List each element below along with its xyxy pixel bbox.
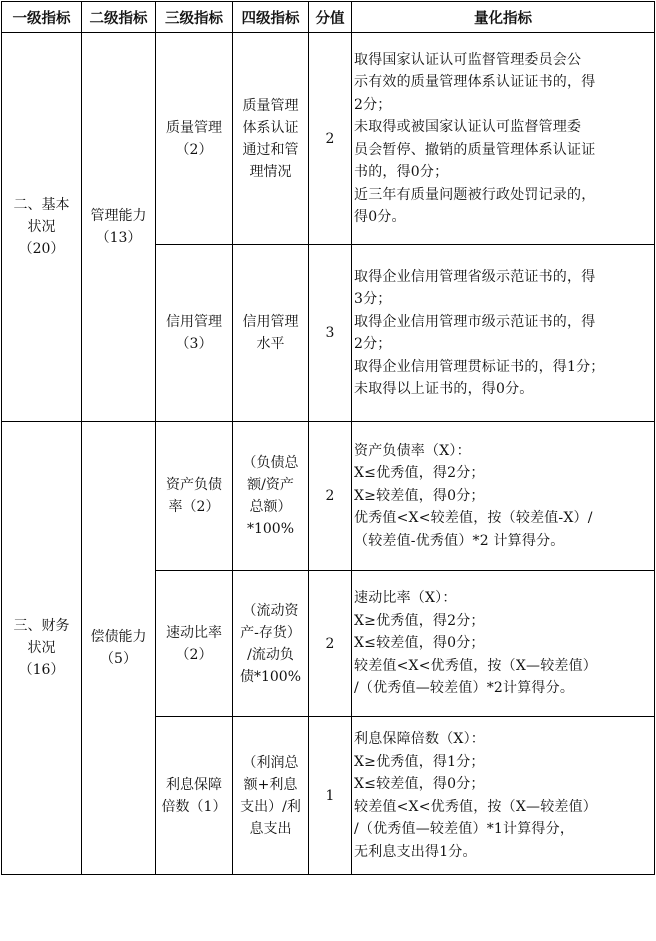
- criteria-line: 2分；: [354, 336, 392, 352]
- level1-cell: [2, 33, 82, 422]
- criteria-line: X≤较差值，得0分；: [354, 776, 485, 792]
- level4-cell: [233, 717, 309, 875]
- level1-line: 状况: [27, 640, 56, 656]
- level4-line: /流动负: [247, 646, 294, 663]
- level4-line: 产-存货）: [240, 624, 301, 641]
- level4-line: （负债总: [242, 455, 299, 471]
- table-row: [2, 33, 655, 245]
- criteria-line: 书的，得0分；: [354, 164, 449, 180]
- score-cell: 2: [309, 422, 352, 571]
- criteria-line: X≥优秀值，得2分；: [354, 612, 485, 629]
- level4-line: 总额）: [249, 499, 292, 515]
- level4-line: 水平: [256, 336, 285, 352]
- level3-line: 速动比率: [166, 624, 222, 641]
- criteria-line: 速动比率（X）：: [354, 590, 457, 607]
- level2-cell: [82, 422, 156, 875]
- criteria-line: 利息保障倍数（X）：: [354, 731, 485, 747]
- header-level2: 二级指标: [82, 2, 156, 33]
- level2-cell: [82, 33, 156, 422]
- criteria-line: 资产负债率（X）：: [354, 442, 471, 459]
- level1-line: 状况: [27, 219, 56, 235]
- level4-line: 债*100%: [239, 668, 302, 685]
- criteria-line: X≥优秀值，得1分；: [354, 753, 485, 770]
- level4-line: *100%: [246, 521, 295, 537]
- level3-cell: [156, 245, 233, 422]
- criteria-line: /（优秀值—较差值）*2计算得分。: [354, 680, 575, 697]
- level4-cell: [233, 33, 309, 245]
- level4-line: 信用管理: [242, 314, 299, 330]
- level4-line: 额/资产: [247, 477, 294, 493]
- level3-cell: [156, 571, 233, 717]
- level3-cell: [156, 717, 233, 875]
- level4-line: （流动资: [242, 602, 299, 619]
- header-criteria: 量化指标: [352, 2, 655, 33]
- criteria-line: /（优秀值—较差值）*1计算得分，: [354, 821, 575, 837]
- criteria-line: 未取得以上证书的，得0分。: [354, 381, 534, 397]
- level2-line: 偿债能力: [90, 629, 147, 645]
- level4-line: 理情况: [249, 163, 292, 180]
- level1-line: （20）: [18, 241, 65, 257]
- criteria-line: 较差值<X<优秀值，按（X—较差值）: [354, 798, 597, 815]
- level2-line: 管理能力: [90, 208, 147, 224]
- criteria-line: 取得企业信用管理省级示范证书的，得: [354, 268, 596, 285]
- criteria-line: X≤较差值，得0分；: [354, 635, 485, 652]
- criteria-line: （较差值-优秀值）*2 计算得分。: [354, 532, 565, 549]
- criteria-line: 2分；: [354, 96, 392, 113]
- criteria-cell: [352, 717, 655, 875]
- level4-line: 息支出: [249, 820, 292, 837]
- header-row: [2, 2, 655, 33]
- criteria-line: 未取得或被国家认证认可监督管理委: [354, 119, 582, 135]
- level1-line: 三、财务: [13, 618, 70, 634]
- criteria-line: 取得企业信用管理贯标证书的，得1分；: [354, 358, 605, 375]
- criteria-line: 较差值<X<优秀值，按（X—较差值）: [354, 657, 597, 674]
- criteria-line: 得0分。: [354, 209, 406, 225]
- criteria-line: 员会暂停、撤销的质量管理体系认证证: [354, 141, 596, 158]
- criteria-line: 取得国家认证认可监督管理委员会公: [354, 51, 582, 68]
- level1-line: （16）: [18, 662, 65, 678]
- level3-cell: [156, 422, 233, 571]
- level4-line: 支出）/利: [240, 798, 301, 815]
- score-cell: 3: [309, 245, 352, 422]
- criteria-cell: [352, 422, 655, 571]
- header-score: 分值: [309, 2, 352, 33]
- criteria-cell: [352, 245, 655, 422]
- level4-cell: [233, 245, 309, 422]
- header-level1: 一级指标: [2, 2, 82, 33]
- criteria-cell: [352, 571, 655, 717]
- level3-line: 资产负债: [166, 477, 222, 493]
- score-cell: 2: [309, 33, 352, 245]
- level4-line: 体系认证: [242, 119, 299, 136]
- level3-line: （3）: [175, 336, 213, 352]
- criteria-line: X≥较差值，得0分；: [354, 487, 485, 504]
- criteria-line: X≤优秀值，得2分；: [354, 465, 485, 482]
- level4-line: 通过和管: [242, 141, 299, 158]
- criteria-line: 示有效的质量管理体系认证证书的，得: [354, 74, 596, 90]
- level3-line: （2）: [175, 141, 213, 158]
- level1-line: 二、基本: [13, 197, 70, 213]
- level3-cell: [156, 33, 233, 245]
- level4-line: 质量管理: [242, 97, 299, 114]
- score-cell: 2: [309, 571, 352, 717]
- score-cell: 1: [309, 717, 352, 875]
- level4-cell: [233, 571, 309, 717]
- level3-line: （2）: [175, 646, 213, 663]
- table-body: [2, 33, 655, 875]
- criteria-line: 3分；: [354, 291, 392, 307]
- indicator-table: [1, 1, 655, 875]
- criteria-line: 优秀值<X<较差值，按（较差值-X）/: [354, 510, 593, 527]
- level4-cell: [233, 422, 309, 571]
- level2-line: （5）: [100, 651, 137, 667]
- header-level3: 三级指标: [156, 2, 233, 33]
- level1-cell: [2, 422, 82, 875]
- level3-line: 倍数（1）: [161, 798, 227, 815]
- criteria-line: 近三年有质量问题被行政处罚记录的，: [354, 186, 596, 203]
- level2-line: （13）: [95, 230, 142, 246]
- criteria-line: 取得企业信用管理市级示范证书的，得: [354, 313, 596, 330]
- criteria-cell: [352, 33, 655, 245]
- level4-line: 额+利息: [243, 776, 298, 793]
- header-level4: 四级指标: [233, 2, 309, 33]
- criteria-line: 无利息支出得1分。: [354, 843, 477, 860]
- table-row: [2, 422, 655, 571]
- level3-line: 信用管理: [166, 314, 222, 330]
- level3-line: 利息保障: [166, 776, 222, 793]
- level3-line: 质量管理: [166, 119, 222, 136]
- level3-line: 率（2）: [168, 499, 220, 515]
- level4-line: （利润总: [242, 754, 299, 771]
